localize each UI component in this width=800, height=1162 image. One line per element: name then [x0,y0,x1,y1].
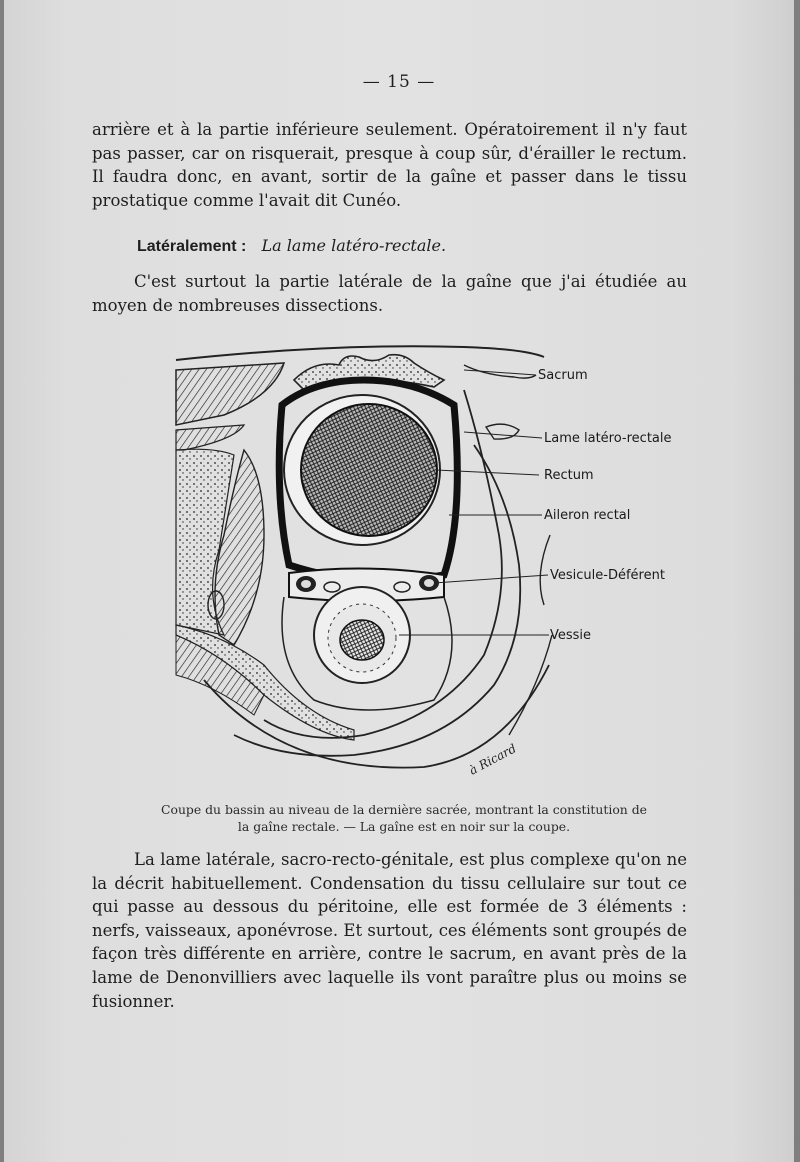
label-vessie: Vessie [550,628,592,643]
label-sacrum: Sacrum [538,368,588,383]
artist-signature: à Ricard [466,741,519,778]
anatomical-figure [164,335,684,790]
page-number: — 15 — [362,72,436,92]
label-aileron-rectal: Aileron rectal [544,508,631,523]
paragraph-2: C'est surtout la partie latérale de la gaîne que j'ai étudiée au moyen de nombreuses dissections. [92,272,687,315]
label-lame-latero-rectale: Lame latéro-rectale [544,431,672,446]
paragraph-3: La lame latérale, sacro-recto-génitale, est plus complexe qu'on ne la décrit habituellement. Condensation du tissu cellulaire sur tout ce qui passe au dessous du péritoine, elle est formée de 3 éléments : nerfs, vaisseaux, aponévrose. Et surtout, ces éléments sont groupés de façon très différente en arrière, contre le sacrum, en avant près de la lame de Denonvilliers avec laquelle ils vont paraître plus ou moins se fusionner. [92,850,687,1011]
pelvis-section-drawing [164,335,684,790]
document-page [4,0,794,1162]
label-vesicule-deferent: Vesicule-Déférent [550,568,665,583]
label-rectum: Rectum [544,468,594,483]
section-heading [137,236,446,256]
paragraph-1: arrière et à la partie inférieure seulement. Opératoirement il n'y faut pas passer, car on risquerait, presque à coup sûr, d'érailler le rectum. Il faudra donc, en avant, sortir de la gaîne et passer dans le tissu prostatique comme l'avait dit Cunéo. [92,120,687,210]
heading-bold: Latéralement : [137,238,247,255]
heading-italic: La lame latéro-rectale. [261,236,447,255]
figure-caption: Coupe du bassin au niveau de la dernière sacrée, montrant la constitution de la gaîne rectale. — La gaîne est en noir sur la coupe. [161,802,647,834]
